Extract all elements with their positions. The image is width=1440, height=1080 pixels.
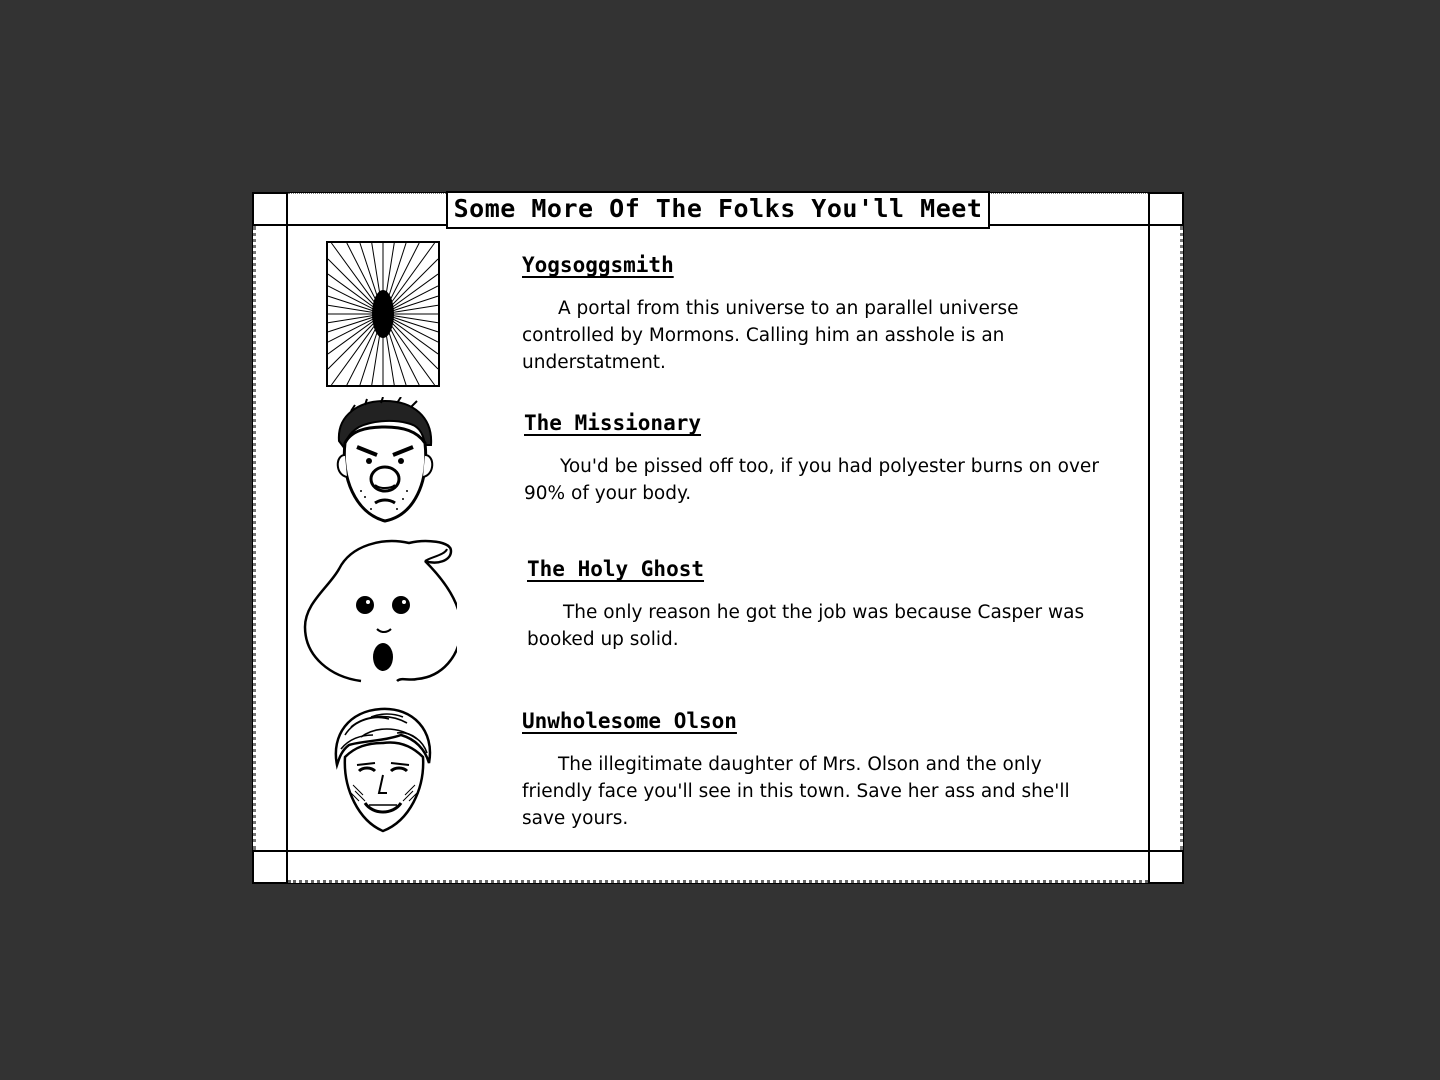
window-right-bar — [1148, 226, 1183, 850]
window-left-bar — [253, 226, 288, 850]
character-name: The Holy Ghost — [527, 557, 705, 581]
character-description: The only reason he got the job was because Casper was booked up solid. — [527, 602, 1085, 650]
ghost-face-icon — [301, 531, 457, 691]
window-corner-bottom-right — [1148, 850, 1184, 884]
woman-face-icon — [331, 705, 435, 839]
starburst-portal-icon — [326, 241, 440, 391]
window-bottom-bar — [288, 850, 1148, 883]
character-description: The illegitimate daughter of Mrs. Olson and the only friendly face you'll see in this town. Save her ass and she'll save yours. — [522, 754, 1070, 829]
window-title: Some More Of The Folks You'll Meet — [446, 191, 990, 229]
character-description: A portal from this universe to an parallel universe controlled by Mormons. Calling him an asshole is an understatment. — [522, 298, 1019, 373]
window-corner-top-left — [252, 192, 288, 226]
character-name: The Missionary — [524, 411, 702, 435]
character-name: Unwholesome Olson — [522, 709, 737, 733]
character-name: Yogsoggsmith — [522, 253, 674, 277]
window-corner-bottom-left — [252, 850, 288, 884]
window-corner-top-right — [1148, 192, 1184, 226]
info-window — [252, 192, 1184, 884]
character-description: You'd be pissed off too, if you had polyester burns on over 90% of your body. — [524, 456, 1099, 504]
angry-man-face-icon — [331, 397, 437, 531]
